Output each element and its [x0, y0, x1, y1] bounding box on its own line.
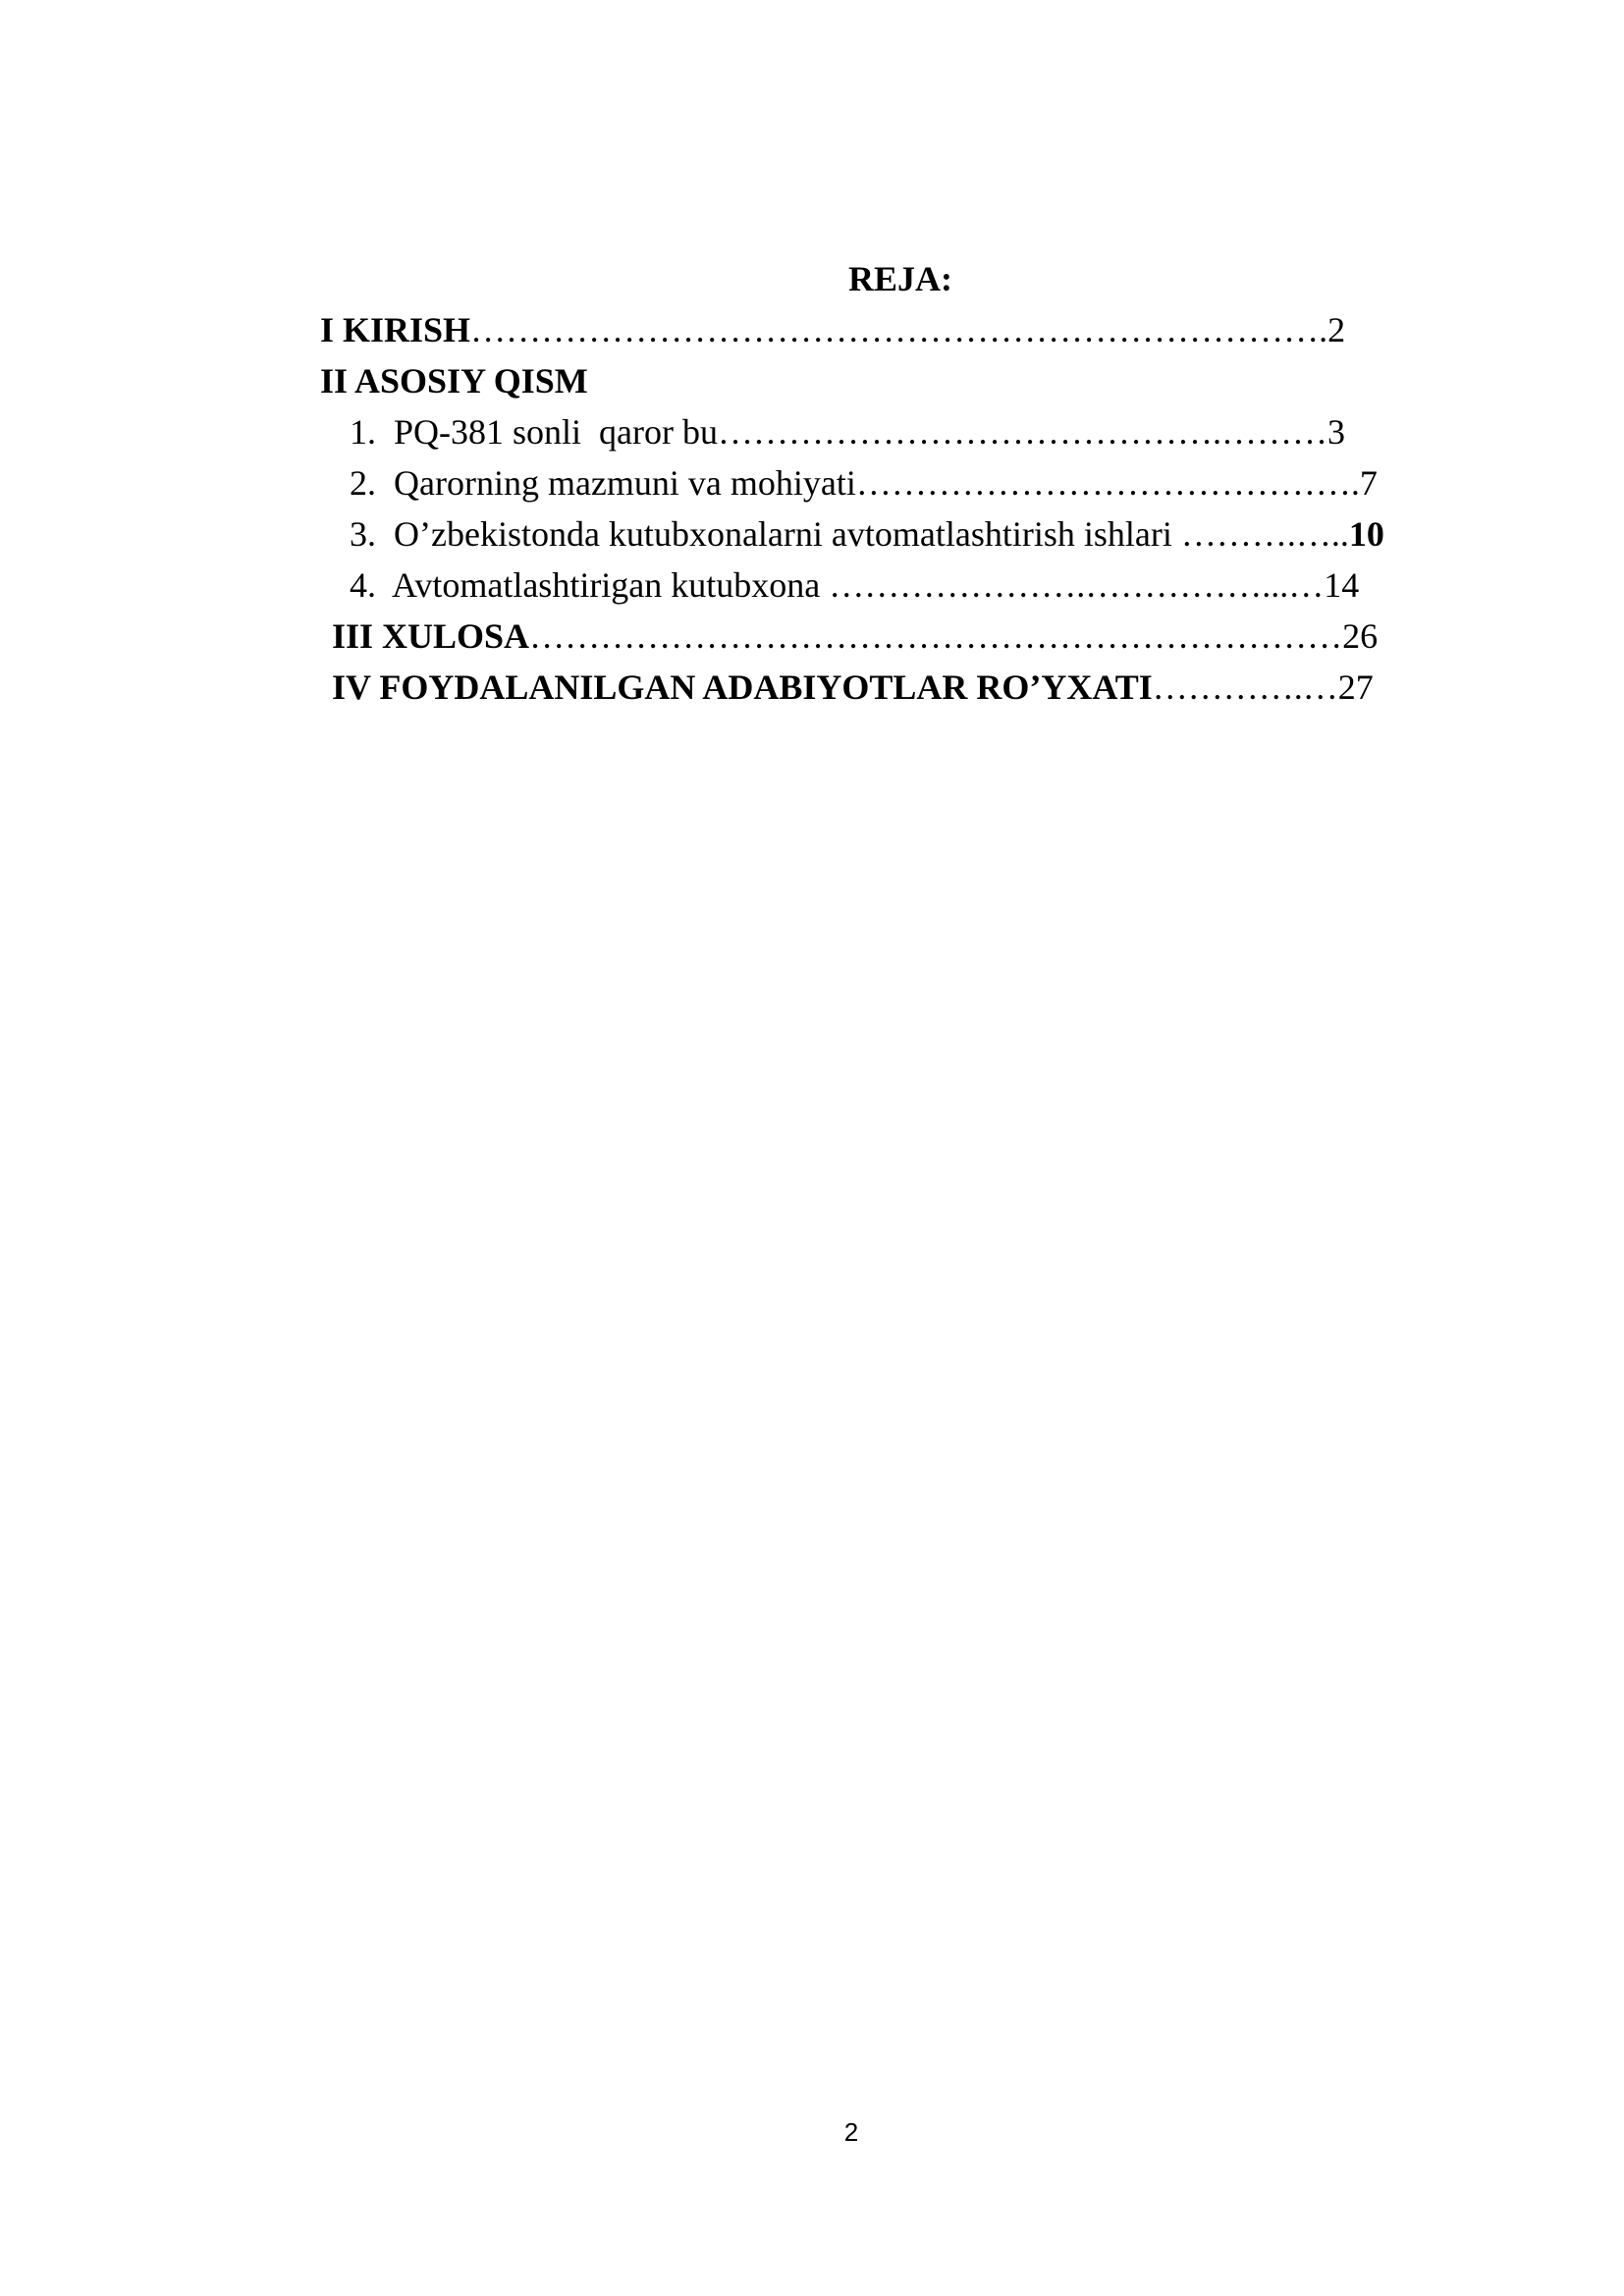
toc-entry-1	[350, 406, 1345, 457]
toc-entry-kirish	[320, 304, 1345, 355]
toc-entry-label: 4. Avtomatlashtirigan kutubxona	[350, 565, 821, 605]
toc-entry-adabiyotlar	[332, 662, 1374, 713]
toc-entry-leader: ………….…	[1152, 667, 1338, 707]
toc-entry-label: II ASOSIY QISM	[320, 361, 588, 400]
toc-entry-leader: …………………………………….	[855, 463, 1360, 503]
toc-entry-leader: ……………………………………………………………….	[470, 310, 1328, 349]
toc-entry-leader: ……….…..	[1171, 514, 1349, 554]
toc-entry-2	[350, 457, 1378, 508]
page-title: REJA:	[848, 259, 952, 298]
page-number: 2	[843, 2117, 859, 2147]
toc-entry-4	[350, 560, 1359, 611]
toc-entry-leader: ……………………………………………………………	[529, 616, 1343, 656]
toc-entry-label: III XULOSA	[332, 616, 530, 656]
toc-entry-page: 10	[1348, 514, 1384, 554]
toc-entry-label: 3. O’zbekistonda kutubxonalarni avtomatlashtirish ishlari	[350, 514, 1172, 554]
toc-entry-page: 7	[1359, 463, 1378, 503]
toc-entry-page: 2	[1327, 310, 1346, 349]
toc-entry-page: 27	[1337, 667, 1374, 707]
toc-entry-asosiy-qism	[320, 355, 588, 406]
toc-entry-label: 2. Qarorning mazmuni va mohiyati	[350, 463, 856, 503]
toc-entry-label: IV FOYDALANILGAN ADABIYOTLAR RO’YXATI	[332, 667, 1153, 707]
toc-entry-leader: …………………………………….………	[717, 412, 1327, 452]
toc-entry-page: 14	[1324, 565, 1360, 605]
toc-entry-leader: ………………….……………...…	[820, 565, 1325, 605]
toc-entry-xulosa	[332, 611, 1378, 662]
toc-entry-label: 1. PQ-381 sonli qaror bu	[350, 412, 718, 452]
toc-entry-3	[350, 508, 1384, 560]
toc-entry-page: 26	[1342, 616, 1379, 656]
toc-entry-label: I KIRISH	[320, 310, 471, 349]
toc-entry-page: 3	[1326, 412, 1345, 452]
